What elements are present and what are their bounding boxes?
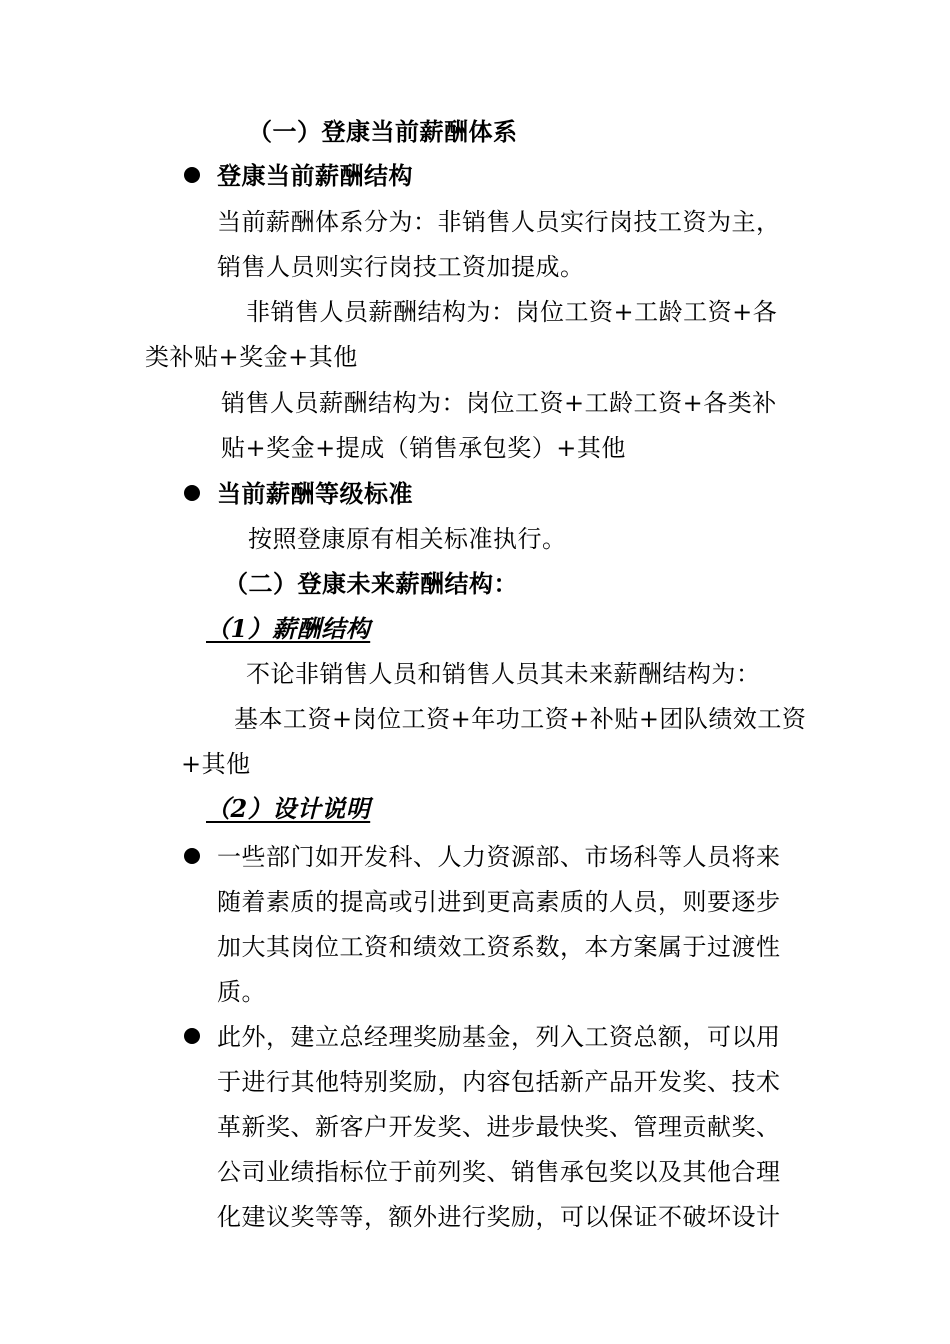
section-heading-1: （一）登康当前薪酬体系 xyxy=(248,117,518,146)
bullet-dot-icon xyxy=(184,848,200,864)
paragraph-line: 销售人员薪酬结构为：岗位工资+工龄工资+各类补 xyxy=(221,389,777,417)
bullet-text-line: 加大其岗位工资和绩效工资系数，本方案属于过渡性 xyxy=(217,933,781,961)
bullet-text-line: 于进行其他特别奖励，内容包括新产品开发奖、技术 xyxy=(217,1068,781,1096)
bullet-text-line: 化建议奖等等，额外进行奖励，可以保证不破坏设计 xyxy=(217,1203,781,1231)
bullet-title-current-structure: 登康当前薪酬结构 xyxy=(217,161,413,190)
paragraph-line: +其他 xyxy=(181,750,251,778)
paragraph-line: 贴+奖金+提成（销售承包奖）+其他 xyxy=(221,434,626,462)
bullet-title-grade-standard: 当前薪酬等级标准 xyxy=(217,479,413,508)
paragraph-line: 基本工资+岗位工资+年功工资+补贴+团队绩效工资 xyxy=(234,705,807,733)
bullet-dot-icon xyxy=(184,167,200,183)
subheading-salary-structure: （1）薪酬结构 xyxy=(206,614,371,643)
bullet-dot-icon xyxy=(184,485,200,501)
paragraph-line: 不论非销售人员和销售人员其未来薪酬结构为： xyxy=(246,660,761,688)
paragraph-line: 销售人员则实行岗技工资加提成。 xyxy=(217,253,585,281)
bullet-dot-icon xyxy=(184,1028,200,1044)
subheading-design-notes: （2）设计说明 xyxy=(206,794,371,823)
section-heading-2: （二）登康未来薪酬结构： xyxy=(224,569,518,598)
bullet-text-line: 革新奖、新客户开发奖、进步最快奖、管理贡献奖、 xyxy=(217,1113,781,1141)
paragraph-line: 当前薪酬体系分为：非销售人员实行岗技工资为主， xyxy=(217,208,781,236)
bullet-text-line: 此外，建立总经理奖励基金，列入工资总额，可以用 xyxy=(217,1023,781,1051)
paragraph-line: 按照登康原有相关标准执行。 xyxy=(248,525,567,553)
paragraph-line: 类补贴+奖金+其他 xyxy=(145,343,358,371)
bullet-text-line: 随着素质的提高或引进到更高素质的人员，则要逐步 xyxy=(217,888,781,916)
bullet-text-line: 一些部门如开发科、人力资源部、市场科等人员将来 xyxy=(217,843,781,871)
paragraph-line: 非销售人员薪酬结构为：岗位工资+工龄工资+各 xyxy=(246,298,778,326)
bullet-text-line: 质。 xyxy=(217,978,266,1006)
bullet-text-line: 公司业绩指标位于前列奖、销售承包奖以及其他合理 xyxy=(217,1158,781,1186)
